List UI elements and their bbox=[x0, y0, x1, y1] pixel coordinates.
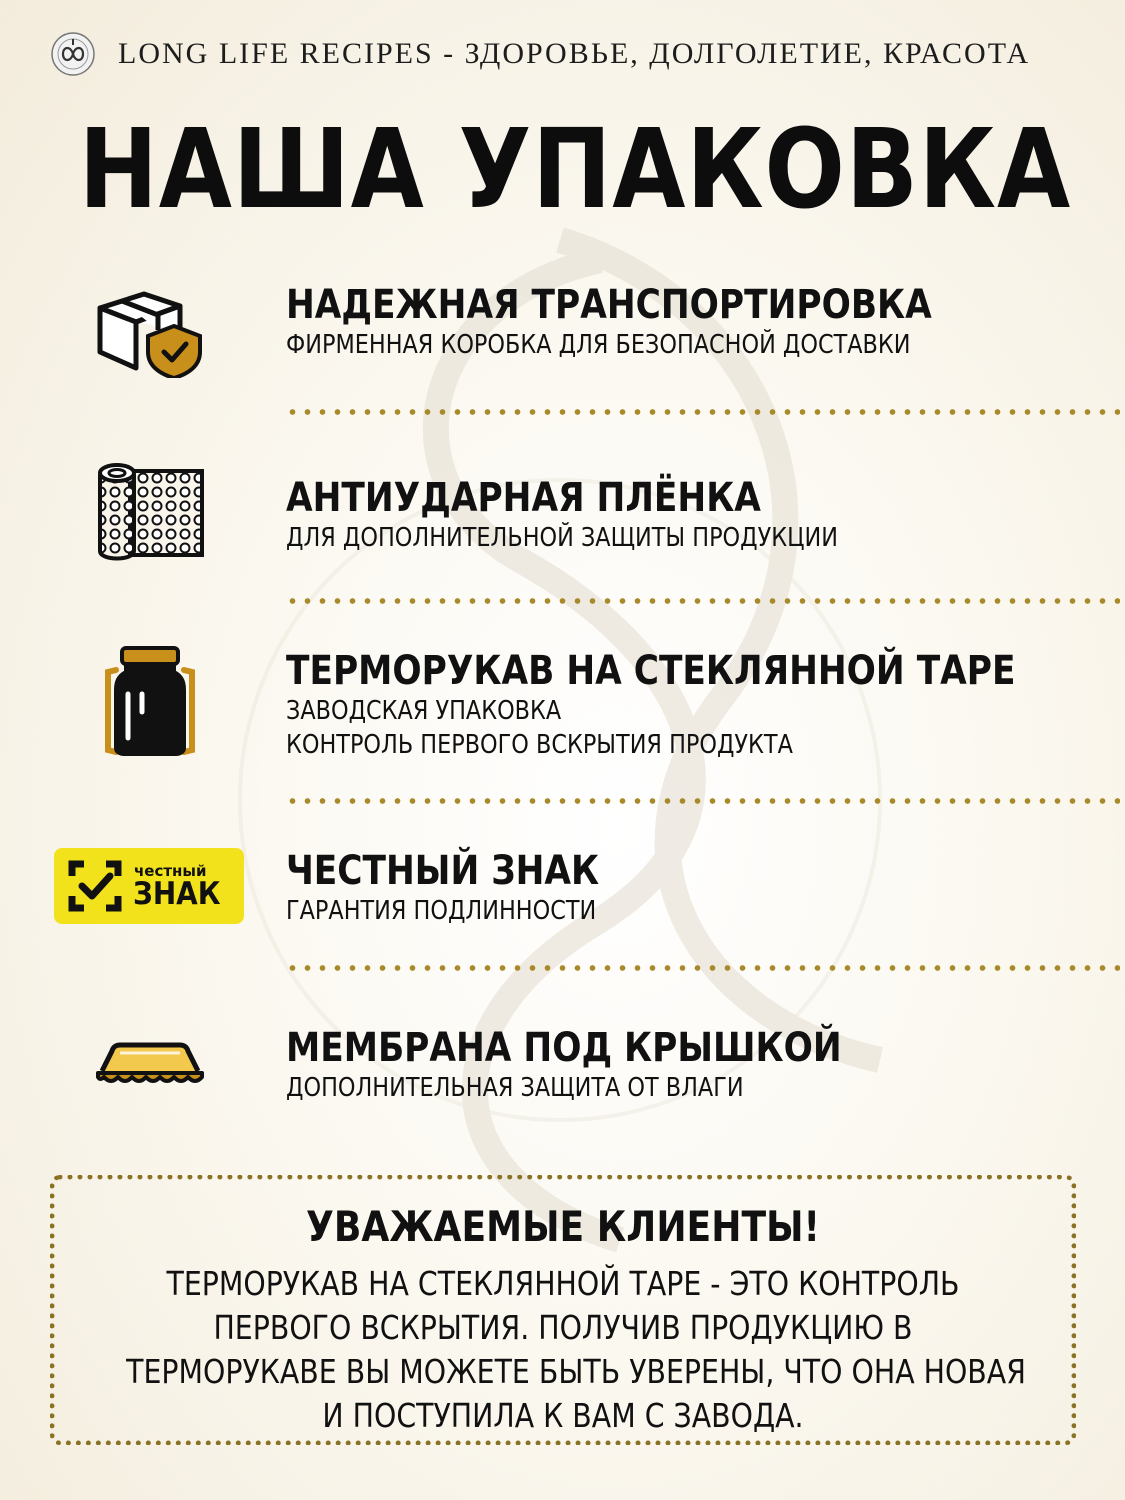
feature-text bbox=[286, 848, 650, 928]
feature-description: ФИРМЕННАЯ КОРОБКА ДЛЯ БЕЗОПАСНОЙ ДОСТАВКИ bbox=[286, 330, 911, 360]
feature-description: ЗАВОДСКАЯ УПАКОВКА bbox=[286, 696, 562, 726]
feature-text bbox=[286, 475, 928, 555]
feature-description: КОНТРОЛЬ ПЕРВОГО ВСКРЫТИЯ ПРОДУКТА bbox=[286, 730, 793, 760]
feature-description: ДОПОЛНИТЕЛЬНАЯ ЗАЩИТА ОТ ВЛАГИ bbox=[286, 1073, 744, 1103]
page-title: НАША УПАКОВКА bbox=[78, 105, 1072, 233]
badge-small-text: честный bbox=[134, 862, 207, 880]
feature-title: ЧЕСТНЫЙ ЗНАК bbox=[286, 848, 600, 894]
jar-sleeve-icon bbox=[98, 642, 202, 760]
feature-title: ТЕРМОРУКАВ НА СТЕКЛЯННОЙ ТАРЕ bbox=[286, 648, 1016, 694]
notice-line: И ПОСТУПИЛА К ВАМ С ЗАВОДА. bbox=[322, 1396, 804, 1435]
header bbox=[50, 28, 1090, 80]
dotted-divider bbox=[285, 408, 1120, 416]
feature-title: АНТИУДАРНАЯ ПЛЁНКА bbox=[286, 475, 761, 521]
feature-title: НАДЕЖНАЯ ТРАНСПОРТИРОВКА bbox=[286, 282, 932, 328]
feature-text bbox=[286, 282, 1037, 362]
notice-title: УВАЖАЕМЫЕ КЛИЕНТЫ! bbox=[305, 1202, 820, 1251]
feature-description: ГАРАНТИЯ ПОДЛИННОСТИ bbox=[286, 896, 597, 926]
box-shield-icon bbox=[92, 278, 210, 378]
dotted-divider bbox=[285, 597, 1120, 605]
feature-text bbox=[286, 1025, 932, 1105]
feature-description: ДЛЯ ДОПОЛНИТЕЛЬНОЙ ЗАЩИТЫ ПРОДУКЦИИ bbox=[286, 523, 838, 553]
chestny-znak-icon bbox=[54, 848, 244, 924]
notice-line: ТЕРМОРУКАВ НА СТЕКЛЯННОЙ ТАРЕ - ЭТО КОНТРОЛЬ bbox=[166, 1264, 960, 1303]
customer-notice bbox=[50, 1175, 1076, 1445]
feature-title: МЕМБРАНА ПОД КРЫШКОЙ bbox=[286, 1025, 842, 1071]
notice-line: ТЕРМОРУКАВЕ ВЫ МОЖЕТЕ БЫТЬ УВЕРЕНЫ, ЧТО ОНА НОВАЯ bbox=[126, 1352, 1026, 1391]
lid-membrane-icon bbox=[94, 1037, 206, 1089]
snake-seal-logo-icon bbox=[50, 31, 96, 77]
dotted-divider bbox=[285, 797, 1120, 805]
badge-big-text: ЗНАК bbox=[133, 876, 221, 912]
notice-body bbox=[55, 1262, 1071, 1438]
feature-text bbox=[286, 648, 1125, 762]
bubble-wrap-icon bbox=[94, 457, 206, 561]
brand-tagline: LONG LIFE RECIPES - ЗДОРОВЬЕ, ДОЛГОЛЕТИЕ, КРАСОТА bbox=[118, 37, 1031, 70]
dotted-divider bbox=[285, 964, 1120, 972]
notice-line: ПЕРВОГО ВСКРЫТИЯ. ПОЛУЧИВ ПРОДУКЦИЮ В bbox=[213, 1308, 913, 1347]
scan-check-icon bbox=[68, 860, 122, 912]
